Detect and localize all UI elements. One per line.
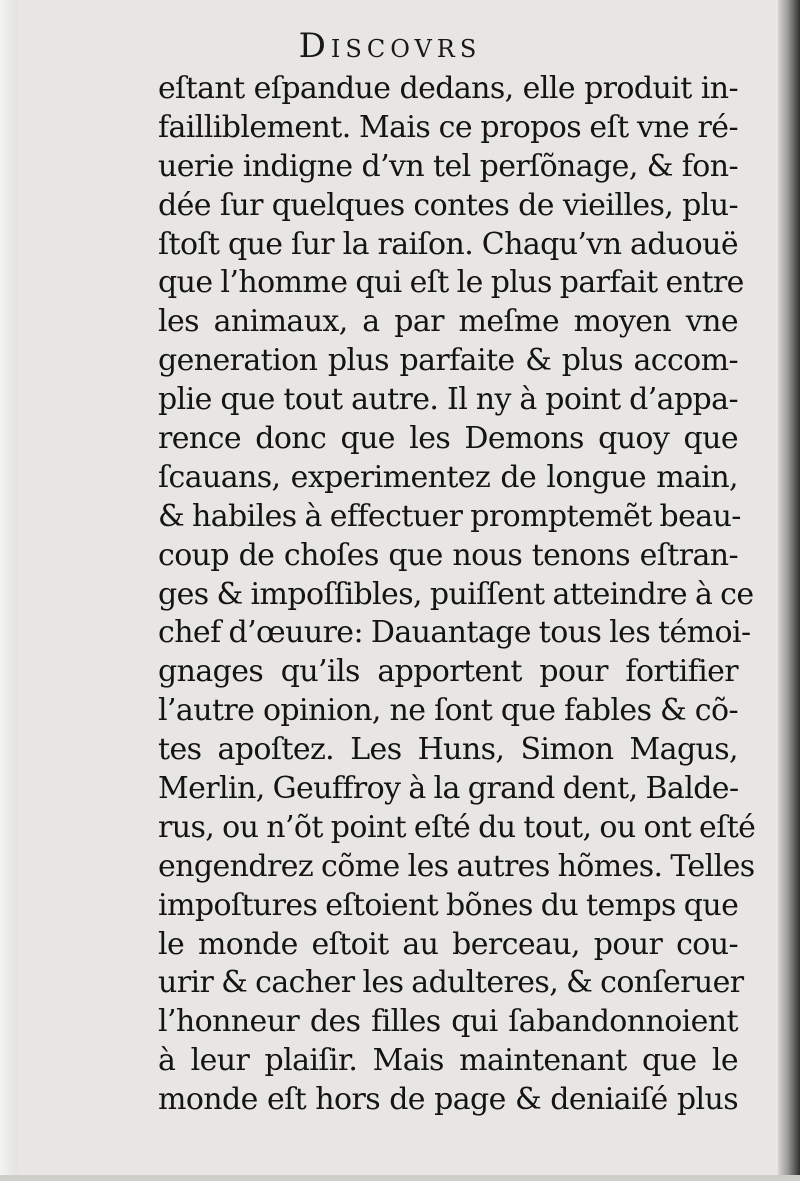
text-line: les animaux, a par meſme moyen vne [158, 304, 738, 340]
text-line: coup de choſes que nous tenons eſtran- [158, 537, 738, 573]
text-line: engendrez cõme les autres hõmes. Telles [158, 848, 755, 884]
text-line: eſtant eſpandue dedans, elle produit in- [158, 71, 738, 106]
running-head: Discovrs [298, 26, 482, 66]
text-line: & habiles à effectuer promptemẽt beau- [158, 498, 741, 534]
page-edge-shadow [778, 0, 800, 1181]
text-line: rus, ou n’õt point eſté du tout, ou ont eſté [158, 809, 756, 845]
text-line: le monde eſtoit au berceau, pour cou- [158, 926, 738, 962]
text-line: failliblement. Mais ce propos eſt vne ré- [158, 109, 738, 145]
text-line: ges & impoſſibles, puiſſent atteindre à ce [158, 576, 754, 612]
text-line: monde eſt hors de page & deniaiſé plus [158, 1082, 738, 1118]
text-line: que l’homme qui eſt le plus parfait entre [158, 265, 744, 301]
text-line: ſcauans, experimentez de longue main, [158, 459, 738, 495]
text-line: ſtoſt que ſur la raiſon. Chaqu’vn aduouë [158, 226, 738, 262]
text-line: generation plus parfaite & plus accom- [158, 343, 738, 379]
text-line: plie que tout autre. Il ny à point d’appa- [158, 382, 738, 418]
text-line: tes apoſtez. Les Huns, Simon Magus, [158, 732, 738, 768]
text-line: rence donc que les Demons quoy que [158, 421, 738, 457]
text-line: urir & cacher les adulteres, & conſeruer [158, 965, 744, 1001]
text-line: l’autre opinion, ne ſont que fables & cõ- [158, 693, 738, 729]
page-bottom-edge [0, 1175, 800, 1181]
text-line: à leur plaiſir. Mais maintenant que le [158, 1043, 738, 1079]
binding-margin [0, 0, 18, 1181]
text-line: l’honneur des filles qui ſabandonnoient [158, 1004, 738, 1040]
body-text [158, 70, 756, 1120]
text-line: chef d’œuure: Dauantage tous les témoi- [158, 615, 751, 651]
text-line: dée ſur quelques contes de vieilles, plu- [158, 187, 738, 223]
text-line: Merlin, Geuffroy à la grand dent, Balde- [158, 771, 739, 807]
text-line: impoſtures eſtoient bõnes du temps que [158, 887, 739, 923]
text-line: gnages qu’ils apportent pour fortifier [158, 654, 738, 690]
text-line: uerie indigne d’vn tel perſõnage, & fon- [158, 148, 738, 184]
